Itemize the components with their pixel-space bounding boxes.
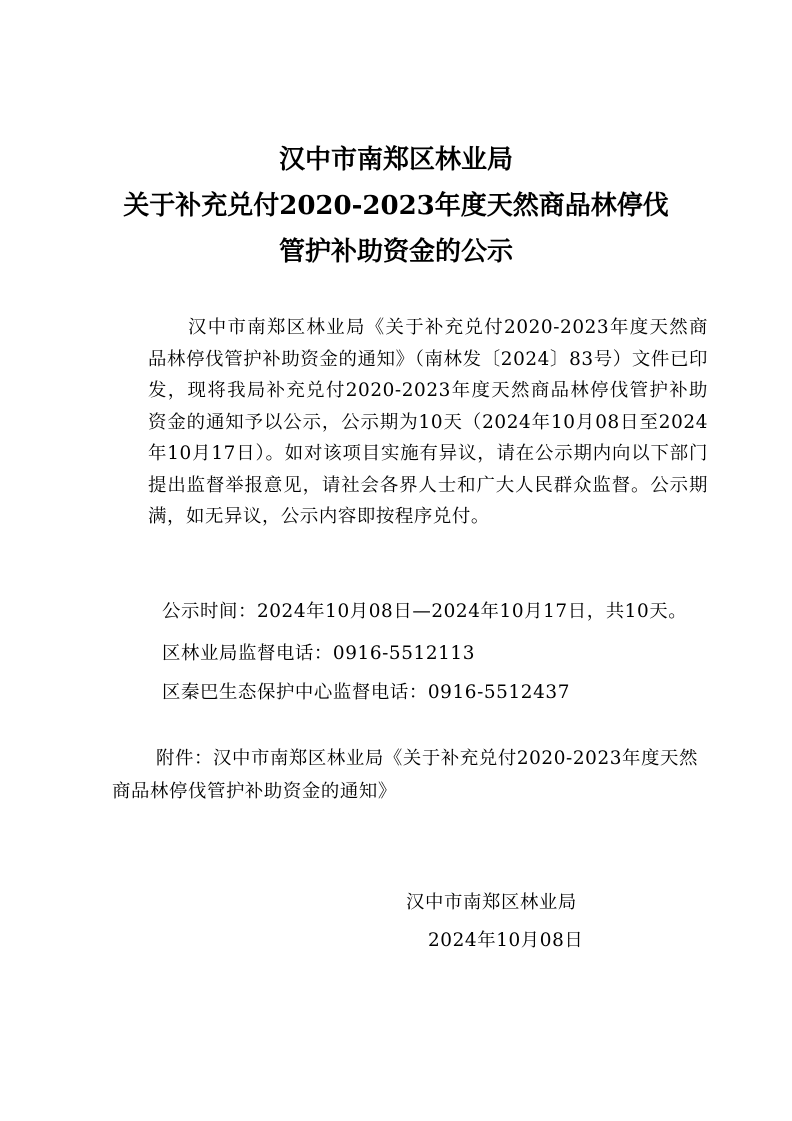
signature-organization: 汉中市南郑区林业局 [406,892,577,913]
body-paragraph: 汉中市南郑区林业局《关于补充兑付2020-2023年度天然商品林停伐管护补助资金的通知》（南林发〔2024〕83号）文件已印发，现将我局补充兑付2020-2023年度天然商品林停伐管护补助资金的通知予以公示，公示期为10天（2024年10月08日至2024年10月17日）。如对该项目实施有异议，请在公示期内向以下部门提出监督举报意见，请社会各界人士和广大人民群众监督。公示期满，如无异议，公示内容即按程序兑付。 [148,317,708,527]
title-line-3: 管护补助资金的公示 [278,237,513,267]
signature-date: 2024年10月08日 [428,930,584,951]
notice-period: 公示时间：2024年10月08日—2024年10月17日，共10天。 [162,601,688,622]
forestry-bureau-phone: 区林业局监督电话：0916-5512113 [162,643,476,664]
title-line-2: 关于补充兑付2020-2023年度天然商品林停伐 [123,191,669,221]
title-line-1: 汉中市南郑区林业局 [278,145,513,175]
qinba-center-phone: 区秦巴生态保护中心监督电话：0916-5512437 [162,682,570,703]
attachment-note: 附件：汉中市南郑区林业局《关于补充兑付2020-2023年度天然商品林停伐管护补助资金的通知》 [112,748,699,802]
